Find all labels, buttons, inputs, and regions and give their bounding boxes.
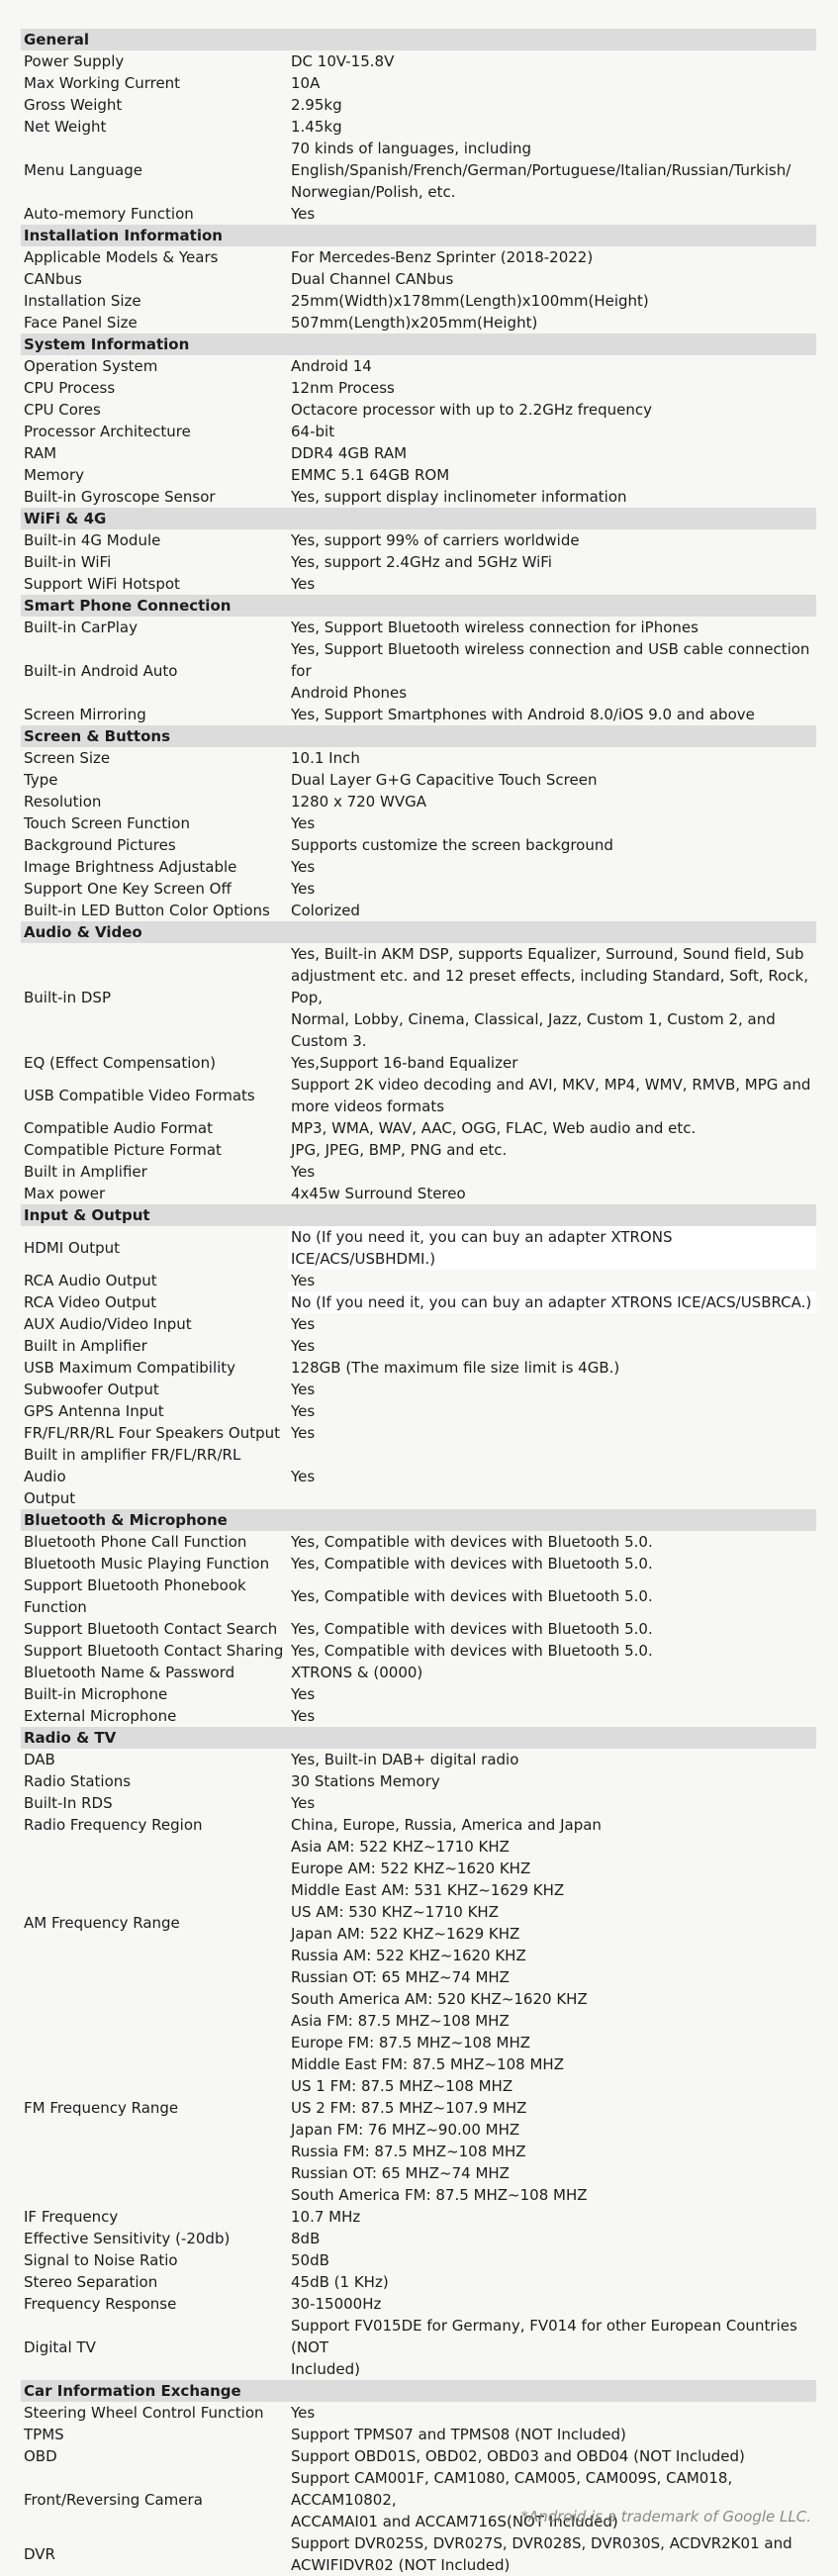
spec-row bbox=[21, 1836, 816, 2010]
spec-label: OBD bbox=[24, 2447, 57, 2465]
spec-row bbox=[21, 72, 816, 94]
spec-value: Yes bbox=[291, 814, 316, 832]
spec-value: Support OBD01S, OBD02, OBD03 and OBD04 (NOT Included) bbox=[291, 2447, 745, 2465]
spec-label: FM Frequency Range bbox=[24, 2099, 179, 2117]
spec-label: RCA Audio Output bbox=[24, 1272, 157, 1289]
spec-label: USB Maximum Compatibility bbox=[24, 1359, 236, 1377]
spec-row bbox=[21, 355, 816, 377]
spec-value: China, Europe, Russia, America and Japan bbox=[291, 1816, 602, 1834]
spec-label: Gross Weight bbox=[24, 96, 123, 114]
spec-row bbox=[21, 573, 816, 595]
spec-row bbox=[21, 2271, 816, 2293]
spec-label: Steering Wheel Control Function bbox=[24, 2404, 264, 2422]
spec-row bbox=[21, 1379, 816, 1400]
spec-label: Image Brightness Adjustable bbox=[24, 858, 237, 876]
spec-value: 10.7 MHz bbox=[291, 2208, 361, 2226]
spec-label: Built-In RDS bbox=[24, 1794, 113, 1812]
spec-value: No (If you need it, you can buy an adapter XTRONS ICE/ACS/USBHDMI.) bbox=[288, 1226, 816, 1270]
spec-table bbox=[21, 29, 816, 2576]
spec-value: Yes bbox=[291, 880, 316, 898]
spec-value: 2.95kg bbox=[291, 96, 342, 114]
spec-value: Support TPMS07 and TPMS08 (NOT Included) bbox=[291, 2426, 626, 2443]
spec-label: Applicable Models & Years bbox=[24, 248, 219, 266]
spec-row bbox=[21, 812, 816, 834]
spec-row bbox=[21, 1814, 816, 1836]
spec-value: Yes, support 99% of carriers worldwide bbox=[291, 531, 580, 549]
spec-label: USB Compatible Video Formats bbox=[24, 1087, 255, 1104]
spec-label: Built in amplifier FR/FL/RR/RL Audio Output bbox=[24, 1446, 241, 1507]
spec-label: Auto-memory Function bbox=[24, 205, 194, 223]
spec-value: Yes bbox=[291, 1381, 316, 1398]
section-header bbox=[21, 1727, 816, 1749]
section-header bbox=[21, 29, 816, 50]
spec-value: 30 Stations Memory bbox=[291, 1772, 440, 1790]
section-header bbox=[21, 595, 816, 617]
section-header bbox=[21, 1509, 816, 1531]
spec-value: Support DVR025S, DVR027S, DVR028S, DVR030S, ACDVR2K01 and ACWIFIDVR02 (NOT Included) bbox=[291, 2534, 792, 2574]
spec-label: Built-in Android Auto bbox=[24, 662, 178, 680]
spec-label: Max Working Current bbox=[24, 74, 181, 92]
spec-value: Yes bbox=[291, 1424, 316, 1442]
spec-value: Yes, Built-in DAB+ digital radio bbox=[291, 1751, 519, 1768]
spec-value: No (If you need it, you can buy an adapter XTRONS ICE/ACS/USBRCA.) bbox=[288, 1291, 816, 1313]
spec-value: JPG, JPEG, BMP, PNG and etc. bbox=[291, 1141, 508, 1159]
spec-value: 12nm Process bbox=[291, 379, 395, 397]
spec-value: Support 2K video decoding and AVI, MKV, MP4, WMV, RMVB, MPG and more videos formats bbox=[291, 1076, 811, 1115]
spec-label: Operation System bbox=[24, 357, 158, 375]
spec-label: Digital TV bbox=[24, 2338, 96, 2356]
spec-row bbox=[21, 268, 816, 290]
spec-label: IF Frequency bbox=[24, 2208, 119, 2226]
spec-value: Yes bbox=[291, 205, 316, 223]
spec-value: Yes bbox=[291, 1315, 316, 1333]
spec-value: 128GB (The maximum file size limit is 4GB.) bbox=[291, 1359, 620, 1377]
spec-label: Installation Size bbox=[24, 292, 141, 310]
spec-row bbox=[21, 442, 816, 464]
spec-label: Effective Sensitivity (-20db) bbox=[24, 2230, 231, 2247]
spec-value: Yes bbox=[291, 575, 316, 593]
spec-label: Built in Amplifier bbox=[24, 1163, 147, 1181]
section-title: Input & Output bbox=[21, 1204, 816, 1226]
spec-row bbox=[21, 94, 816, 116]
spec-value: Yes, Compatible with devices with Bluetooth 5.0. bbox=[291, 1555, 653, 1573]
spec-label: Screen Size bbox=[24, 749, 111, 767]
spec-label: GPS Antenna Input bbox=[24, 1402, 164, 1420]
spec-value: MP3, WMA, WAV, AAC, OGG, FLAC, Web audio and etc. bbox=[291, 1119, 697, 1137]
spec-label: Radio Stations bbox=[24, 1772, 132, 1790]
spec-label: DVR bbox=[24, 2545, 55, 2563]
spec-row bbox=[21, 2402, 816, 2424]
spec-value: Yes,Support 16-band Equalizer bbox=[291, 1054, 518, 1072]
section-title: Screen & Buttons bbox=[21, 725, 816, 747]
spec-value: Octacore processor with up to 2.2GHz frequency bbox=[291, 401, 652, 419]
spec-value: Yes, Compatible with devices with Bluetooth 5.0. bbox=[291, 1587, 653, 1605]
spec-label: Processor Architecture bbox=[24, 423, 191, 440]
spec-label: RAM bbox=[24, 444, 57, 462]
spec-label: Support Bluetooth Contact Sharing bbox=[24, 1642, 284, 1660]
spec-row bbox=[21, 2206, 816, 2228]
spec-row bbox=[21, 638, 816, 704]
spec-label: Built-in Microphone bbox=[24, 1685, 168, 1703]
spec-row bbox=[21, 377, 816, 399]
spec-label: Built-in WiFi bbox=[24, 553, 112, 571]
spec-row bbox=[21, 486, 816, 508]
trademark-note: *Android is a trademark of Google LLC. bbox=[520, 2508, 811, 2526]
spec-row bbox=[21, 203, 816, 225]
spec-value: DC 10V-15.8V bbox=[291, 52, 395, 70]
spec-row bbox=[21, 1705, 816, 1727]
spec-value: Dual Channel CANbus bbox=[291, 270, 454, 288]
spec-label: Support Bluetooth Phonebook Function bbox=[24, 1576, 246, 1616]
spec-label: Radio Frequency Region bbox=[24, 1816, 203, 1834]
spec-label: AM Frequency Range bbox=[24, 1914, 180, 1932]
spec-value: 30-15000Hz bbox=[291, 2295, 382, 2313]
spec-row bbox=[21, 791, 816, 812]
spec-label: Bluetooth Name & Password bbox=[24, 1664, 235, 1681]
spec-row bbox=[21, 421, 816, 442]
section-title: WiFi & 4G bbox=[21, 508, 816, 529]
section-title: Radio & TV bbox=[21, 1727, 816, 1749]
spec-value: Asia AM: 522 KHZ~1710 KHZ Europe AM: 522 KHZ~1620 KHZ Middle East AM: 531 KHZ~1629 KHZ US AM: 530 KHZ~1710 KHZ Japan AM: 522 KHZ~1629 KHZ Russia AM: 522 KHZ~1620 KHZ Russian OT: 65 MHZ~74 MHZ South America AM: 520 KHZ~1620 KHZ bbox=[291, 1838, 588, 2008]
spec-label: Signal to Noise Ratio bbox=[24, 2251, 178, 2269]
spec-label: Built-in 4G Module bbox=[24, 531, 161, 549]
spec-value: Yes, Built-in AKM DSP, supports Equalizer, Surround, Sound field, Sub adjustment etc. and 12 preset effects, including Standard, Soft, Rock, Pop, Normal, Lobby, Cinema, Classical, Jazz, Custom 1, Custom 2, and Custom 3. bbox=[291, 945, 808, 1050]
spec-label: Bluetooth Phone Call Function bbox=[24, 1533, 247, 1551]
spec-row bbox=[21, 1640, 816, 1662]
spec-label: TPMS bbox=[24, 2426, 64, 2443]
spec-row bbox=[21, 1770, 816, 1792]
spec-row bbox=[21, 50, 816, 72]
spec-value: For Mercedes-Benz Sprinter (2018-2022) bbox=[291, 248, 594, 266]
spec-row bbox=[21, 2293, 816, 2315]
spec-row bbox=[21, 1574, 816, 1618]
spec-row bbox=[21, 246, 816, 268]
spec-label: CPU Process bbox=[24, 379, 116, 397]
spec-value: 10.1 Inch bbox=[291, 749, 360, 767]
spec-value: Yes, Support Bluetooth wireless connection for iPhones bbox=[291, 619, 698, 636]
spec-row bbox=[21, 1183, 816, 1204]
section-header bbox=[21, 921, 816, 943]
spec-row bbox=[21, 1618, 816, 1640]
spec-row bbox=[21, 1749, 816, 1770]
spec-row bbox=[21, 1139, 816, 1161]
spec-label: Net Weight bbox=[24, 118, 107, 136]
spec-label: Built-in CarPlay bbox=[24, 619, 138, 636]
section-title: General bbox=[21, 29, 816, 50]
spec-row bbox=[21, 2445, 816, 2467]
spec-row bbox=[21, 551, 816, 573]
spec-label: Frequency Response bbox=[24, 2295, 177, 2313]
spec-label: Touch Screen Function bbox=[24, 814, 190, 832]
spec-row bbox=[21, 312, 816, 334]
spec-value: Yes, Compatible with devices with Bluetooth 5.0. bbox=[291, 1642, 653, 1660]
spec-label: DAB bbox=[24, 1751, 55, 1768]
spec-row bbox=[21, 2010, 816, 2206]
spec-label: Built-in Gyroscope Sensor bbox=[24, 488, 216, 506]
spec-label: Type bbox=[24, 771, 58, 789]
spec-label: Screen Mirroring bbox=[24, 706, 146, 723]
spec-row bbox=[21, 399, 816, 421]
spec-row bbox=[21, 290, 816, 312]
spec-row bbox=[21, 2315, 816, 2380]
spec-value: Yes bbox=[291, 1707, 316, 1725]
section-header bbox=[21, 508, 816, 529]
spec-value: 25mm(Width)x178mm(Length)x100mm(Height) bbox=[291, 292, 649, 310]
spec-value: Yes bbox=[291, 1685, 316, 1703]
section-header bbox=[21, 1204, 816, 1226]
spec-row bbox=[21, 2532, 816, 2576]
spec-label: Support One Key Screen Off bbox=[24, 880, 232, 898]
spec-value: Support FV015DE for Germany, FV014 for other European Countries (NOT Included) bbox=[291, 2317, 797, 2378]
spec-label: CPU Cores bbox=[24, 401, 101, 419]
spec-row bbox=[21, 1422, 816, 1444]
spec-row bbox=[21, 704, 816, 725]
spec-label: Built in Amplifier bbox=[24, 1337, 147, 1355]
spec-label: External Microphone bbox=[24, 1707, 177, 1725]
spec-value: Android 14 bbox=[291, 357, 372, 375]
spec-label: Subwoofer Output bbox=[24, 1381, 159, 1398]
spec-row bbox=[21, 747, 816, 769]
spec-label: Max power bbox=[24, 1185, 106, 1202]
spec-value: 45dB (1 KHz) bbox=[291, 2273, 389, 2291]
spec-row bbox=[21, 116, 816, 138]
spec-label: Resolution bbox=[24, 793, 102, 811]
spec-row bbox=[21, 769, 816, 791]
section-title: Installation Information bbox=[21, 225, 816, 246]
spec-value: 4x45w Surround Stereo bbox=[291, 1185, 466, 1202]
spec-value: Yes bbox=[291, 2404, 316, 2422]
spec-row bbox=[21, 834, 816, 856]
spec-label: Compatible Audio Format bbox=[24, 1119, 213, 1137]
spec-row bbox=[21, 1335, 816, 1357]
spec-value: Yes, support display inclinometer information bbox=[291, 488, 627, 506]
spec-label: Memory bbox=[24, 466, 85, 484]
spec-value: Asia FM: 87.5 MHZ~108 MHZ Europe FM: 87.5 MHZ~108 MHZ Middle East FM: 87.5 MHZ~108 MHZ US 1 FM: 87.5 MHZ~108 MHZ US 2 FM: 87.5 MHZ~107.9 MHZ Japan FM: 76 MHZ~90.00 MHZ Russia FM: 87.5 MHZ~108 MHZ Russian OT: 65 MHZ~74 MHZ South America FM: 87.5 MHZ~108 MHZ bbox=[291, 2012, 588, 2204]
spec-value: Yes bbox=[291, 1468, 316, 1485]
spec-row bbox=[21, 464, 816, 486]
spec-row bbox=[21, 138, 816, 203]
spec-value: Dual Layer G+G Capacitive Touch Screen bbox=[291, 771, 598, 789]
spec-label: Power Supply bbox=[24, 52, 125, 70]
spec-row bbox=[21, 529, 816, 551]
spec-label: HDMI Output bbox=[24, 1239, 121, 1257]
spec-row bbox=[21, 1291, 816, 1313]
spec-row bbox=[21, 1052, 816, 1074]
spec-value: DDR4 4GB RAM bbox=[291, 444, 408, 462]
spec-value: XTRONS & (0000) bbox=[291, 1664, 423, 1681]
spec-row bbox=[21, 1531, 816, 1553]
spec-value: Yes, support 2.4GHz and 5GHz WiFi bbox=[291, 553, 552, 571]
spec-value: 50dB bbox=[291, 2251, 329, 2269]
spec-label: Front/Reversing Camera bbox=[24, 2491, 203, 2509]
spec-value: 1.45kg bbox=[291, 118, 342, 136]
spec-value: 70 kinds of languages, including English/Spanish/French/German/Portuguese/Italian/Russian/Turkish/ Norwegian/Polish, etc. bbox=[291, 140, 791, 201]
spec-value: Yes, Compatible with devices with Bluetooth 5.0. bbox=[291, 1533, 653, 1551]
spec-value: Yes, Support Bluetooth wireless connection and USB cable connection for Android Phones bbox=[291, 640, 810, 702]
spec-value: Support CAM001F, CAM1080, CAM005, CAM009S, CAM018, ACCAM10802, ACCAMAI01 and ACCAM716S(NOT Included) bbox=[291, 2469, 733, 2530]
spec-value: 1280 x 720 WVGA bbox=[291, 793, 426, 811]
spec-row bbox=[21, 1400, 816, 1422]
spec-row bbox=[21, 856, 816, 878]
spec-row bbox=[21, 1161, 816, 1183]
spec-row bbox=[21, 1792, 816, 1814]
spec-label: Background Pictures bbox=[24, 836, 176, 854]
spec-row bbox=[21, 943, 816, 1052]
spec-row bbox=[21, 1117, 816, 1139]
spec-label: Support Bluetooth Contact Search bbox=[24, 1620, 278, 1638]
spec-row bbox=[21, 1313, 816, 1335]
spec-row bbox=[21, 2424, 816, 2445]
section-header bbox=[21, 225, 816, 246]
spec-label: Bluetooth Music Playing Function bbox=[24, 1555, 270, 1573]
spec-value: Yes bbox=[291, 1794, 316, 1812]
spec-label: Menu Language bbox=[24, 161, 142, 179]
spec-row bbox=[21, 900, 816, 921]
spec-label: Stereo Separation bbox=[24, 2273, 158, 2291]
spec-row bbox=[21, 1270, 816, 1291]
spec-value: Yes, Compatible with devices with Bluetooth 5.0. bbox=[291, 1620, 653, 1638]
spec-row bbox=[21, 1357, 816, 1379]
spec-value: Yes bbox=[291, 1272, 316, 1289]
spec-label: Compatible Picture Format bbox=[24, 1141, 222, 1159]
section-title: Smart Phone Connection bbox=[21, 595, 816, 617]
spec-row bbox=[21, 1553, 816, 1574]
spec-value: 10A bbox=[291, 74, 321, 92]
spec-row bbox=[21, 2228, 816, 2249]
spec-row bbox=[21, 1662, 816, 1683]
spec-value: 64-bit bbox=[291, 423, 335, 440]
spec-row bbox=[21, 1226, 816, 1270]
spec-label: Support WiFi Hotspot bbox=[24, 575, 180, 593]
spec-label: Face Panel Size bbox=[24, 314, 138, 332]
section-header bbox=[21, 334, 816, 355]
spec-label: Built-in DSP bbox=[24, 989, 111, 1006]
spec-label: EQ (Effect Compensation) bbox=[24, 1054, 216, 1072]
spec-label: FR/FL/RR/RL Four Speakers Output bbox=[24, 1424, 280, 1442]
spec-row bbox=[21, 1444, 816, 1509]
section-title: Audio & Video bbox=[21, 921, 816, 943]
spec-value: Yes bbox=[291, 1402, 316, 1420]
section-header bbox=[21, 2380, 816, 2402]
spec-value: Yes, Support Smartphones with Android 8.0/iOS 9.0 and above bbox=[291, 706, 755, 723]
spec-value: 507mm(Length)x205mm(Height) bbox=[291, 314, 538, 332]
spec-row bbox=[21, 878, 816, 900]
spec-row bbox=[21, 1074, 816, 1117]
spec-value: Yes bbox=[291, 1337, 316, 1355]
section-title: Bluetooth & Microphone bbox=[21, 1509, 816, 1531]
spec-table-body bbox=[21, 29, 816, 2576]
spec-value: Yes bbox=[291, 1163, 316, 1181]
spec-label: CANbus bbox=[24, 270, 82, 288]
spec-value: Yes bbox=[291, 858, 316, 876]
spec-row bbox=[21, 617, 816, 638]
spec-value: Supports customize the screen background bbox=[291, 836, 613, 854]
spec-row bbox=[21, 1683, 816, 1705]
spec-label: RCA Video Output bbox=[24, 1293, 157, 1311]
section-header bbox=[21, 725, 816, 747]
spec-value: EMMC 5.1 64GB ROM bbox=[291, 466, 450, 484]
section-title: Car Information Exchange bbox=[21, 2380, 816, 2402]
spec-label: Built-in LED Button Color Options bbox=[24, 902, 270, 919]
spec-value: 8dB bbox=[291, 2230, 321, 2247]
spec-value: Colorized bbox=[291, 902, 360, 919]
section-title: System Information bbox=[21, 334, 816, 355]
spec-row bbox=[21, 2249, 816, 2271]
spec-label: AUX Audio/Video Input bbox=[24, 1315, 192, 1333]
